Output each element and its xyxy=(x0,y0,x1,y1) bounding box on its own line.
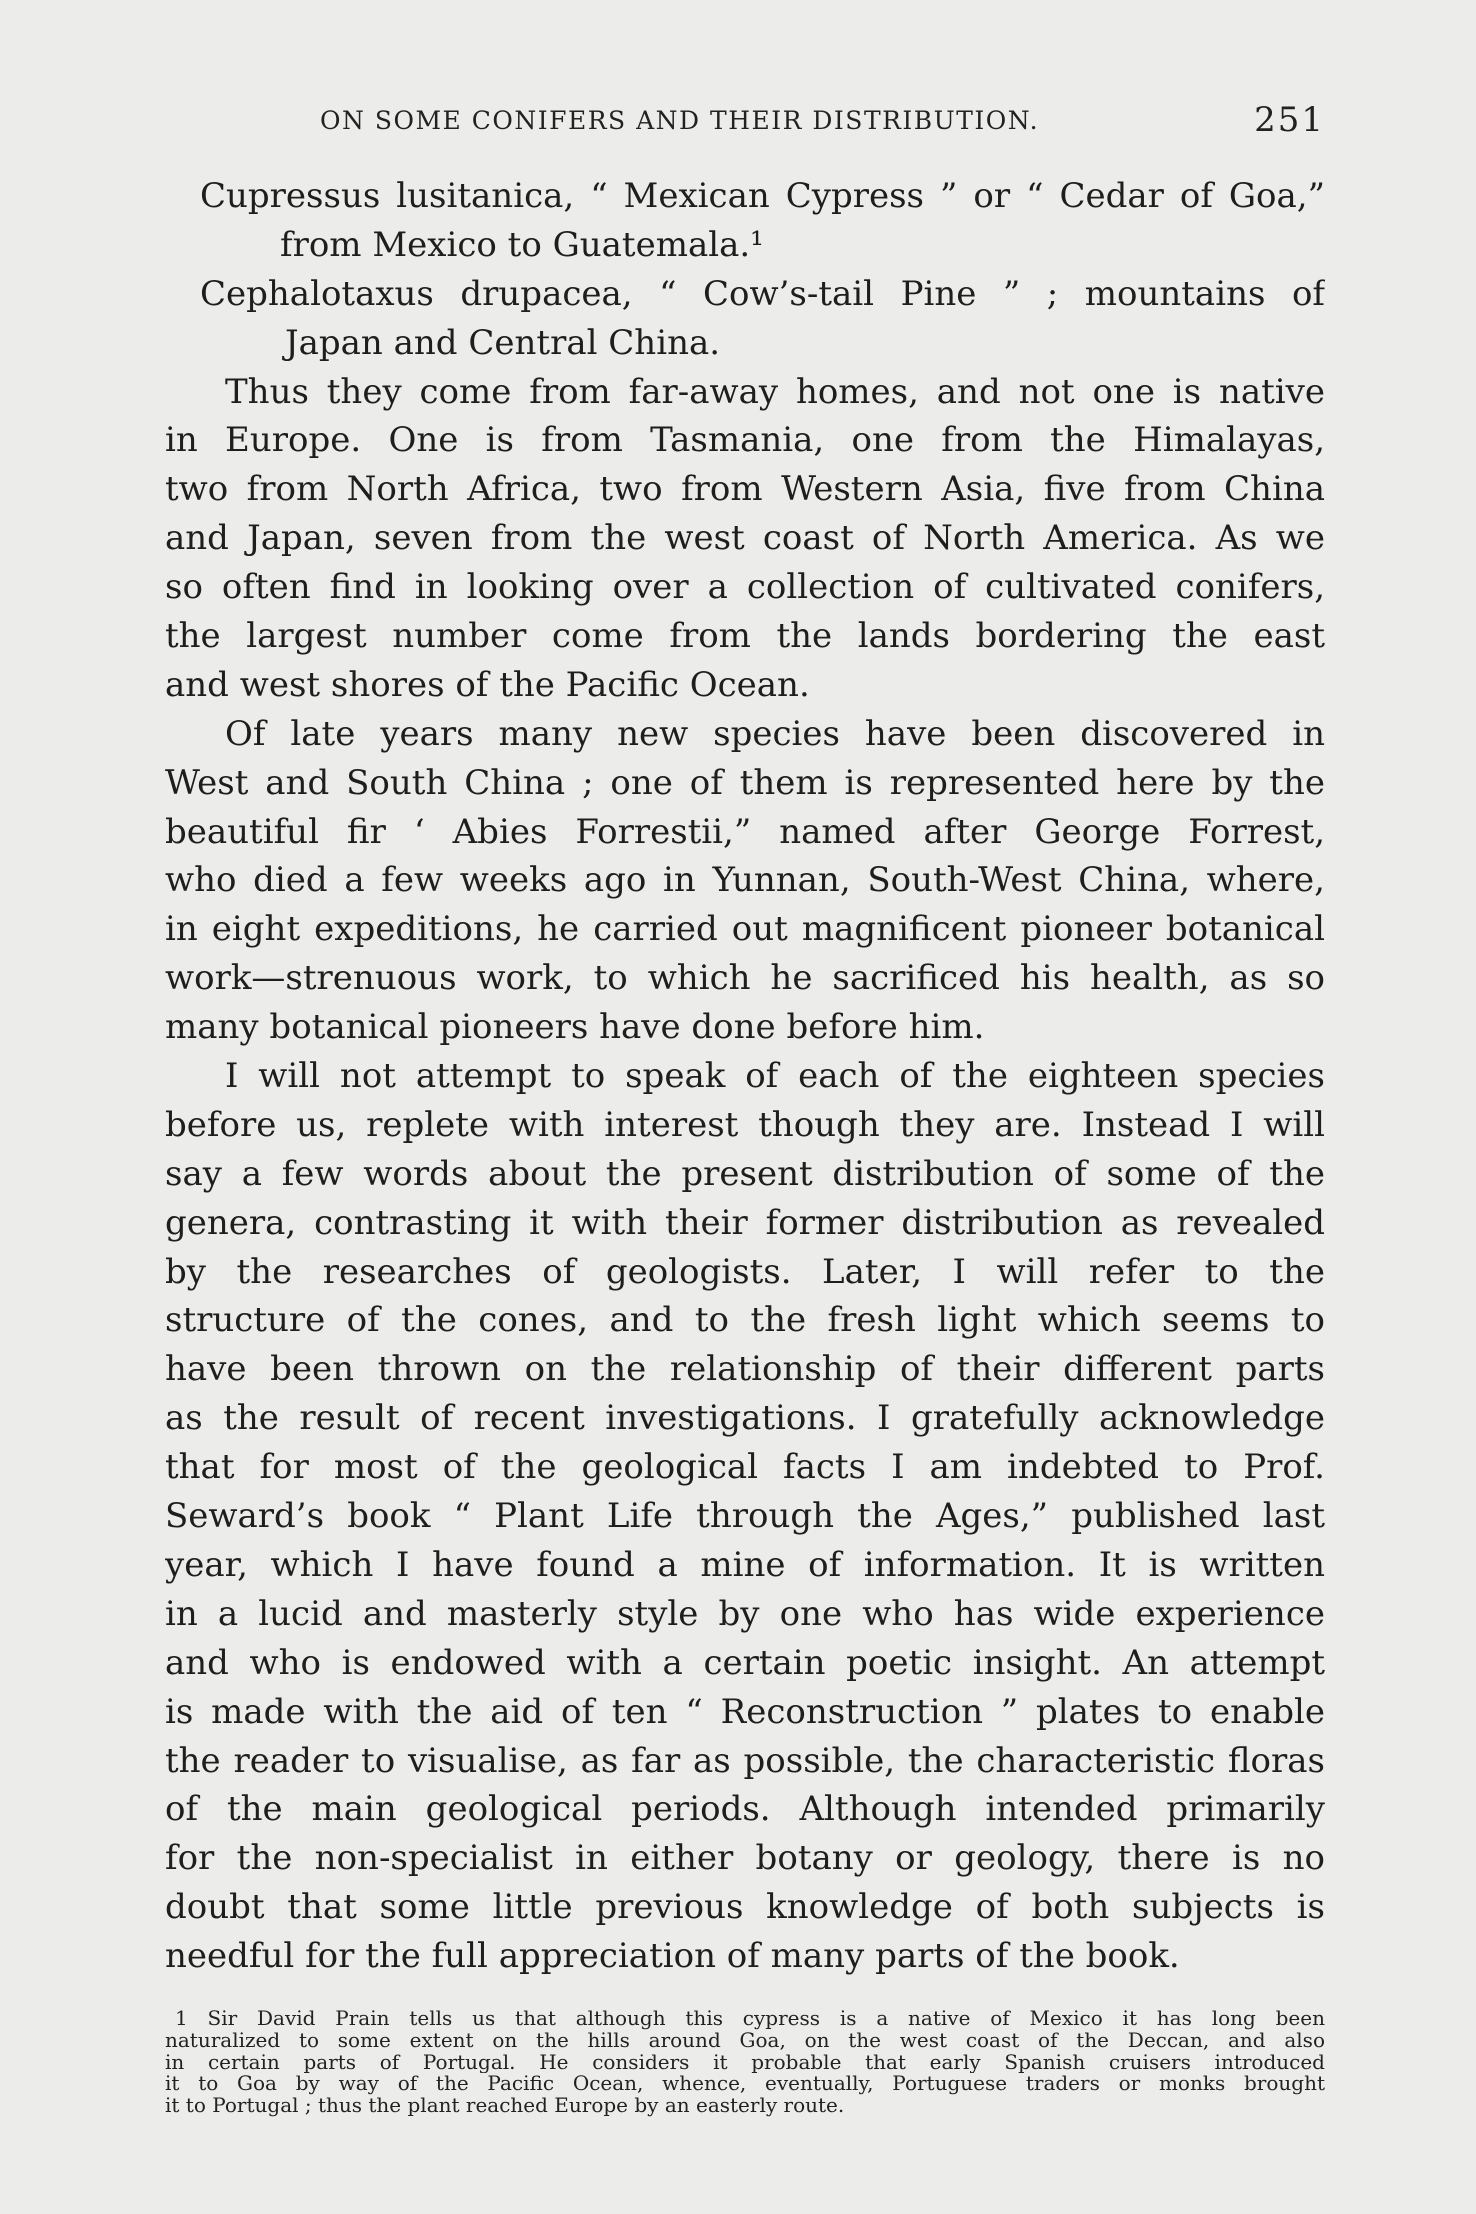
footnote xyxy=(165,2008,1325,2117)
text-line: say a few words about the present distribution of some of the xyxy=(165,1153,1325,1194)
footnote-line: it to Goa by way of the Pacific Ocean, whence, eventually, Portuguese traders or monks brought xyxy=(165,2073,1325,2096)
text-line: Thus they come from far-away homes, and not one is native xyxy=(225,371,1325,412)
text-line: the largest number come from the lands bordering the east xyxy=(165,616,1325,657)
text-line: in eight expeditions, he carried out magnificent pioneer botanical xyxy=(165,909,1325,950)
text-line: work—strenuous work, to which he sacrificed his health, as so xyxy=(165,958,1325,999)
footnote-line: in certain parts of Portugal. He considers it probable that early Spanish cruisers introduced xyxy=(165,2051,1325,2074)
text-line: before us, replete with interest though they are. Instead I will xyxy=(165,1104,1325,1145)
text-line: who died a few weeks ago in Yunnan, South-West China, where, xyxy=(165,860,1325,901)
text-line: Cupressus lusitanica, “ Mexican Cypress ” or “ Cedar of Goa,” xyxy=(200,176,1325,216)
running-head xyxy=(165,100,1325,140)
text-line: structure of the cones, and to the fresh light which seems to xyxy=(165,1300,1325,1341)
text-line: Of late years many new species have been discovered in xyxy=(225,713,1325,754)
text-line: for the non-specialist in either botany or geology, there is no xyxy=(165,1838,1325,1879)
text-line: doubt that some little previous knowledge of both subjects is xyxy=(165,1887,1325,1928)
text-line: and west shores of the Pacific Ocean. xyxy=(165,664,810,705)
text-line: Seward’s book “ Plant Life through the Ages,” published last xyxy=(165,1496,1325,1537)
footnote-line: naturalized to some extent on the hills around Goa, on the west coast of the Deccan, and also xyxy=(165,2029,1325,2052)
body-text xyxy=(165,172,1325,1981)
text-line: Japan and Central China. xyxy=(285,322,721,363)
text-line: genera, contrasting it with their former distribution as revealed xyxy=(165,1202,1325,1243)
text-line: I will not attempt to speak of each of the eighteen species xyxy=(225,1056,1325,1097)
text-line: by the researches of geologists. Later, I will refer to the xyxy=(165,1251,1325,1292)
page-number: 251 xyxy=(1254,100,1325,140)
text-line: two from North Africa, two from Western Asia, five from China xyxy=(165,469,1325,510)
text-line: Cephalotaxus drupacea, “ Cow’s-tail Pine ” ; mountains of xyxy=(200,273,1325,314)
text-line: needful for the full appreciation of many parts of the book. xyxy=(165,1936,1180,1977)
footnote-line: 1 Sir David Prain tells us that although this cypress is a native of Mexico it has long been xyxy=(175,2008,1325,2030)
text-line: the reader to visualise, as far as possible, the characteristic floras xyxy=(165,1740,1325,1781)
text-line: so often find in looking over a collection of cultivated conifers, xyxy=(165,567,1325,608)
text-line: beautiful fir ‘ Abies Forrestii,” named after George Forrest, xyxy=(165,811,1325,852)
running-title: ON SOME CONIFERS AND THEIR DISTRIBUTION. xyxy=(320,106,1040,135)
text-line: year, which I have found a mine of information. It is written xyxy=(165,1544,1325,1585)
text-line: from Mexico to Guatemala.¹ xyxy=(280,224,764,265)
text-line: West and South China ; one of them is represented here by the xyxy=(165,762,1325,803)
text-line: and who is endowed with a certain poetic insight. An attempt xyxy=(165,1642,1325,1683)
text-line: many botanical pioneers have done before him. xyxy=(165,1007,985,1048)
text-line: that for most of the geological facts I am indebted to Prof. xyxy=(165,1447,1325,1488)
text-line: as the result of recent investigations. I gratefully acknowledge xyxy=(165,1398,1325,1439)
text-line: and Japan, seven from the west coast of North America. As we xyxy=(165,518,1325,559)
text-line: is made with the aid of ten “ Reconstruction ” plates to enable xyxy=(165,1691,1325,1732)
text-line: have been thrown on the relationship of their different parts xyxy=(165,1349,1325,1390)
text-line: in Europe. One is from Tasmania, one from the Himalayas, xyxy=(165,420,1325,461)
footnote-line: it to Portugal ; thus the plant reached Europe by an easterly route. xyxy=(165,2095,845,2117)
text-line: in a lucid and masterly style by one who has wide experience xyxy=(165,1593,1325,1634)
text-line: of the main geological periods. Although intended primarily xyxy=(165,1789,1325,1830)
